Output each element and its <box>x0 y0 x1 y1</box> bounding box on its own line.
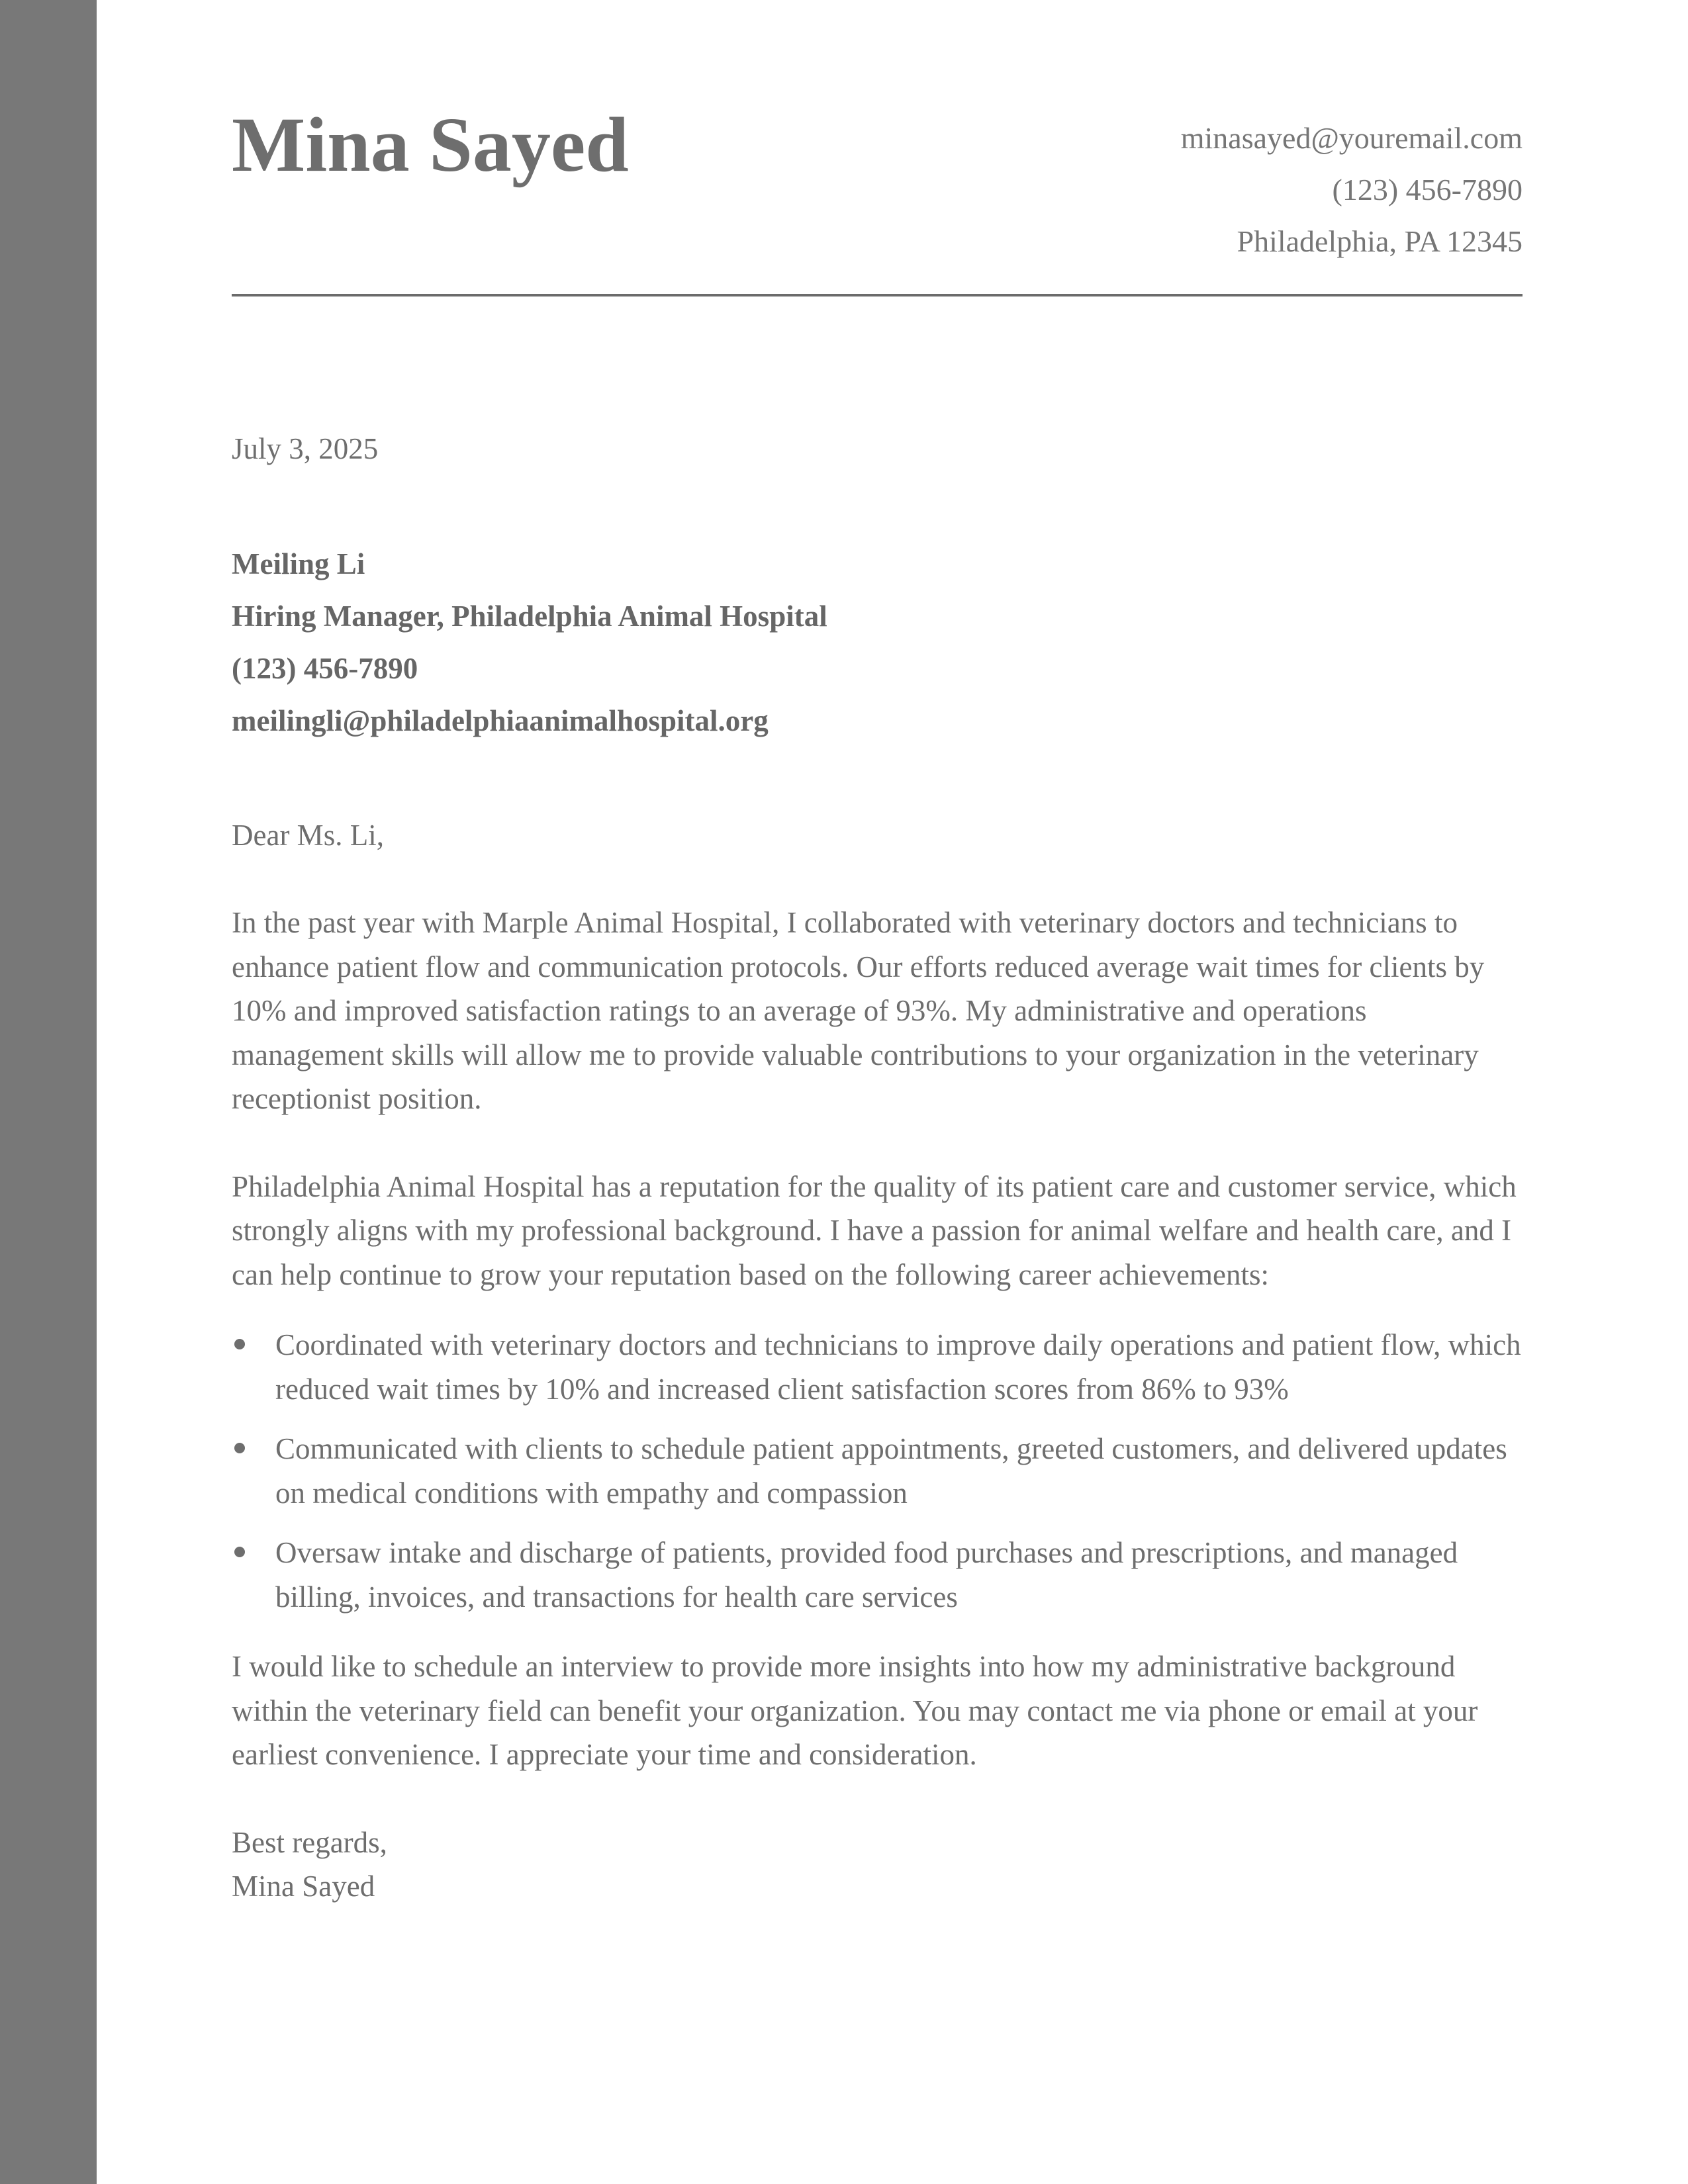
applicant-location: Philadelphia, PA 12345 <box>1237 224 1523 258</box>
list-item <box>232 1531 1523 1619</box>
applicant-contact-block <box>1181 113 1523 267</box>
list-item <box>232 1323 1523 1411</box>
achievements-list <box>232 1323 1523 1619</box>
letter-closing <box>232 1821 1523 1908</box>
recipient-name: Meiling Li <box>232 547 365 580</box>
sign-off: Best regards, <box>232 1825 387 1859</box>
left-sidebar-bar <box>0 0 97 2184</box>
bullet-icon <box>234 1339 245 1349</box>
recipient-title: Hiring Manager, Philadelphia Animal Hospital <box>232 599 827 633</box>
achievement-text: Coordinated with veterinary doctors and technicians to improve daily operations and patient flow, which reduced wait times by 10% and increased client satisfaction scores from 86% to 93% <box>275 1328 1521 1406</box>
bullet-icon <box>234 1443 245 1453</box>
body-paragraph-2: Philadelphia Animal Hospital has a reputation for the quality of its patient care and customer service, which strongly aligns with my professional background. I have a passion for animal welfare and health care, and I can help continue to grow your reputation based on the following career achievements: <box>232 1169 1517 1291</box>
closing-paragraph: I would like to schedule an interview to provide more insights into how my administrative background within the veterinary field can benefit your organization. You may contact me via phone or email at your earliest convenience. I appreciate your time and consideration. <box>232 1650 1478 1771</box>
applicant-phone: (123) 456-7890 <box>1332 173 1523 206</box>
recipient-email: meilingli@philadelphiaanimalhospital.org <box>232 704 769 737</box>
body-paragraph-1: In the past year with Marple Animal Hospital, I collaborated with veterinary doctors and technicians to enhance patient flow and communication protocols. Our efforts reduced average wait times for clients by 10% and improved satisfaction ratings to an average of 93%. My administrative and operations management skills will allow me to provide valuable contributions to your organization in the veterinary receptionist position. <box>232 906 1485 1115</box>
bullet-icon <box>234 1547 245 1557</box>
achievement-text: Communicated with clients to schedule patient appointments, greeted customers, and delivered updates on medical conditions with empathy and compassion <box>275 1432 1507 1510</box>
recipient-block <box>232 538 1523 747</box>
letter-date: July 3, 2025 <box>232 432 379 465</box>
letter-greeting: Dear Ms. Li, <box>232 818 384 852</box>
achievement-text: Oversaw intake and discharge of patients, provided food purchases and prescriptions, and managed billing, invoices, and transactions for health care services <box>275 1536 1458 1614</box>
applicant-name: Mina Sayed <box>232 101 629 188</box>
signature-name: Mina Sayed <box>232 1869 375 1903</box>
list-item <box>232 1427 1523 1515</box>
recipient-phone: (123) 456-7890 <box>232 651 418 685</box>
header-divider <box>232 294 1523 296</box>
applicant-email: minasayed@youremail.com <box>1180 121 1523 155</box>
letter-body <box>232 427 1523 1908</box>
